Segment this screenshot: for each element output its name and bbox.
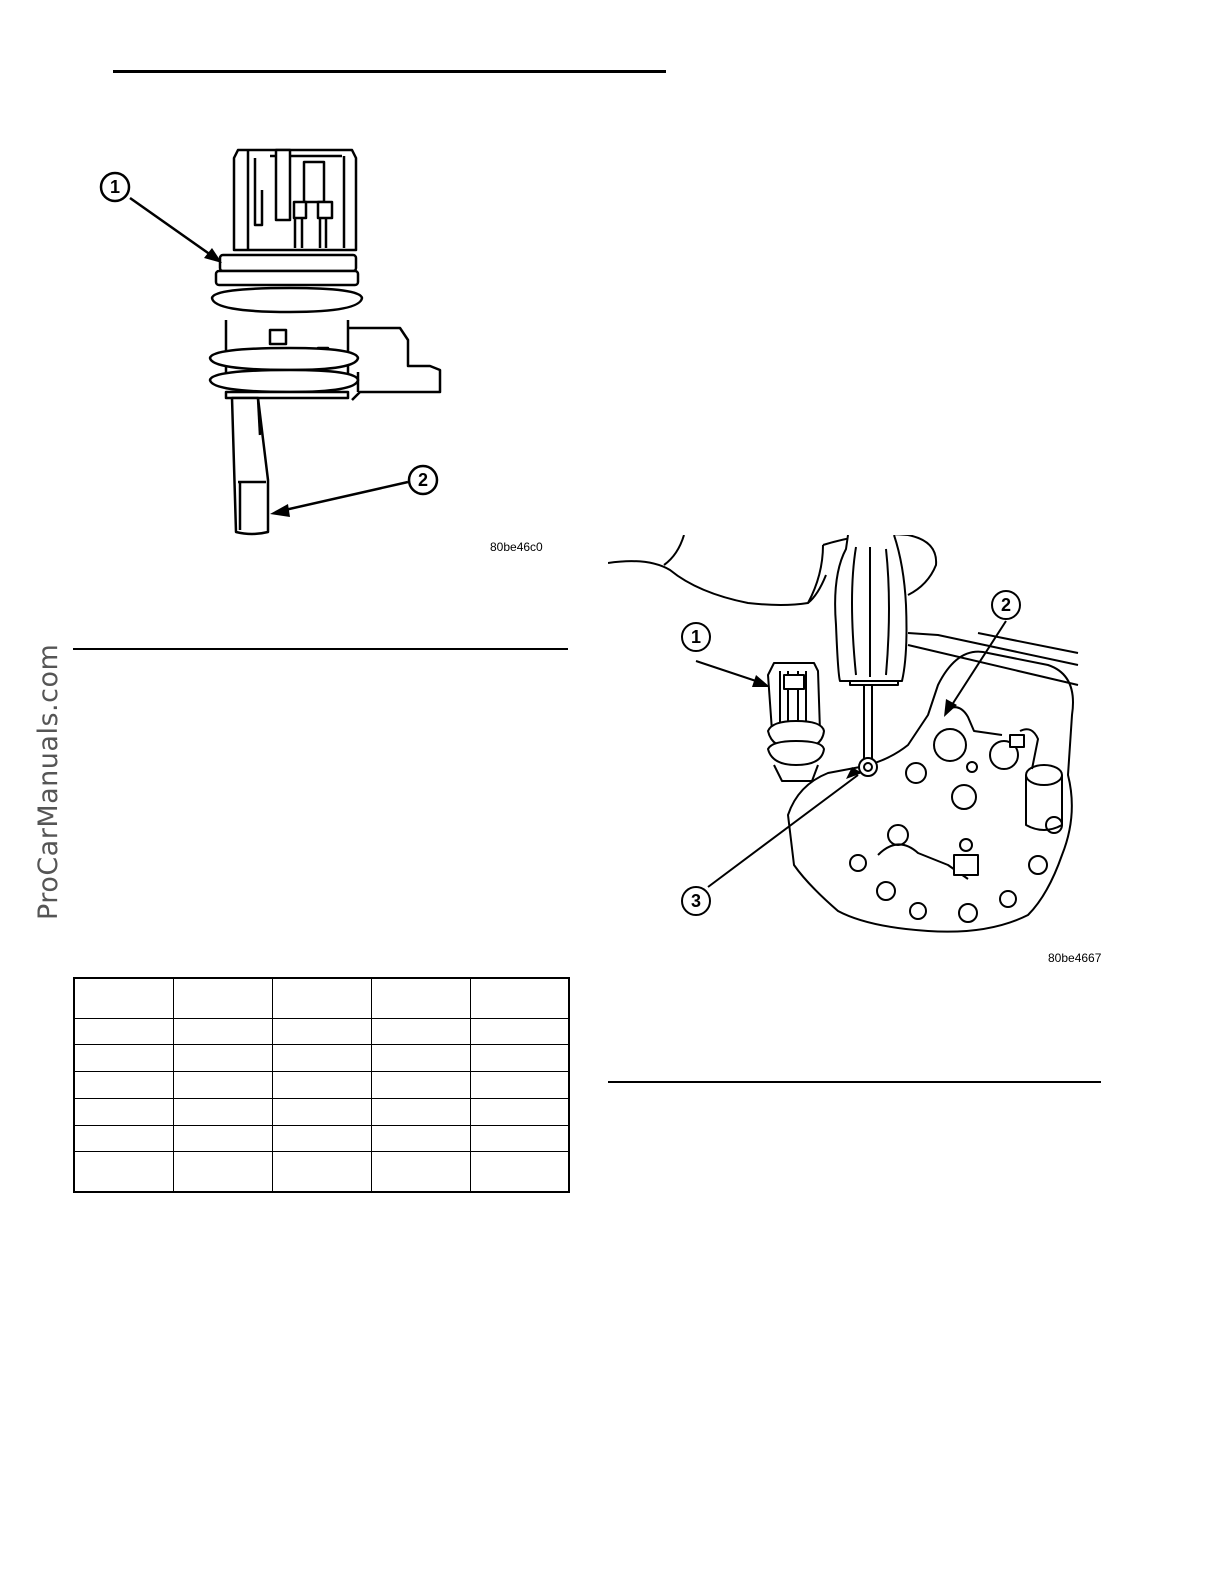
valve-callout-3: 3 bbox=[690, 891, 702, 911]
valve-body-figure bbox=[608, 535, 1100, 965]
table-row bbox=[74, 1152, 569, 1192]
table-cell bbox=[74, 1152, 173, 1192]
table-cell bbox=[74, 1045, 173, 1072]
section-rule-right bbox=[608, 1081, 1101, 1083]
table-cell bbox=[371, 1098, 470, 1125]
table-row bbox=[74, 1125, 569, 1152]
table-cell bbox=[74, 1125, 173, 1152]
sensor-illustration bbox=[90, 130, 560, 570]
sensor-figure bbox=[90, 130, 560, 570]
valve-figure-code: 80be4667 bbox=[1048, 951, 1102, 965]
table-cell bbox=[74, 1018, 173, 1045]
sensor-figure-code: 80be46c0 bbox=[490, 540, 543, 554]
valve-body-illustration bbox=[608, 535, 1100, 965]
table-cell bbox=[272, 978, 371, 1018]
table-cell bbox=[470, 978, 569, 1018]
table-cell bbox=[371, 1152, 470, 1192]
table-cell bbox=[371, 1072, 470, 1099]
table-cell bbox=[173, 1072, 272, 1099]
table-cell bbox=[74, 1072, 173, 1099]
table-cell bbox=[173, 1152, 272, 1192]
table-cell bbox=[173, 1045, 272, 1072]
watermark-text: ProCarManuals.com bbox=[33, 643, 64, 920]
table-cell bbox=[272, 1045, 371, 1072]
table-cell bbox=[470, 1152, 569, 1192]
table-cell bbox=[173, 1098, 272, 1125]
table-cell bbox=[74, 1098, 173, 1125]
table-cell bbox=[74, 978, 173, 1018]
table-cell bbox=[371, 978, 470, 1018]
table-cell bbox=[272, 1018, 371, 1045]
table-cell bbox=[371, 1125, 470, 1152]
spec-table bbox=[73, 977, 570, 1193]
table-cell bbox=[371, 1045, 470, 1072]
table-cell bbox=[470, 1125, 569, 1152]
sensor-callout-1: 1 bbox=[109, 177, 121, 197]
table-cell bbox=[272, 1098, 371, 1125]
table-row bbox=[74, 1045, 569, 1072]
table-cell bbox=[470, 1018, 569, 1045]
table-row bbox=[74, 1018, 569, 1045]
table-cell bbox=[371, 1018, 470, 1045]
table-row bbox=[74, 978, 569, 1018]
table-cell bbox=[272, 1072, 371, 1099]
table-cell bbox=[272, 1152, 371, 1192]
table-cell bbox=[173, 1018, 272, 1045]
header-rule bbox=[113, 70, 666, 73]
valve-callout-1: 1 bbox=[690, 627, 702, 647]
valve-callout-2: 2 bbox=[1000, 595, 1012, 615]
table-cell bbox=[470, 1098, 569, 1125]
table-row bbox=[74, 1098, 569, 1125]
table-cell bbox=[173, 978, 272, 1018]
table-cell bbox=[272, 1125, 371, 1152]
table-cell bbox=[470, 1072, 569, 1099]
sensor-callout-2: 2 bbox=[417, 470, 429, 490]
section-rule-left bbox=[73, 648, 568, 650]
table-cell bbox=[173, 1125, 272, 1152]
table-row bbox=[74, 1072, 569, 1099]
table-cell bbox=[470, 1045, 569, 1072]
